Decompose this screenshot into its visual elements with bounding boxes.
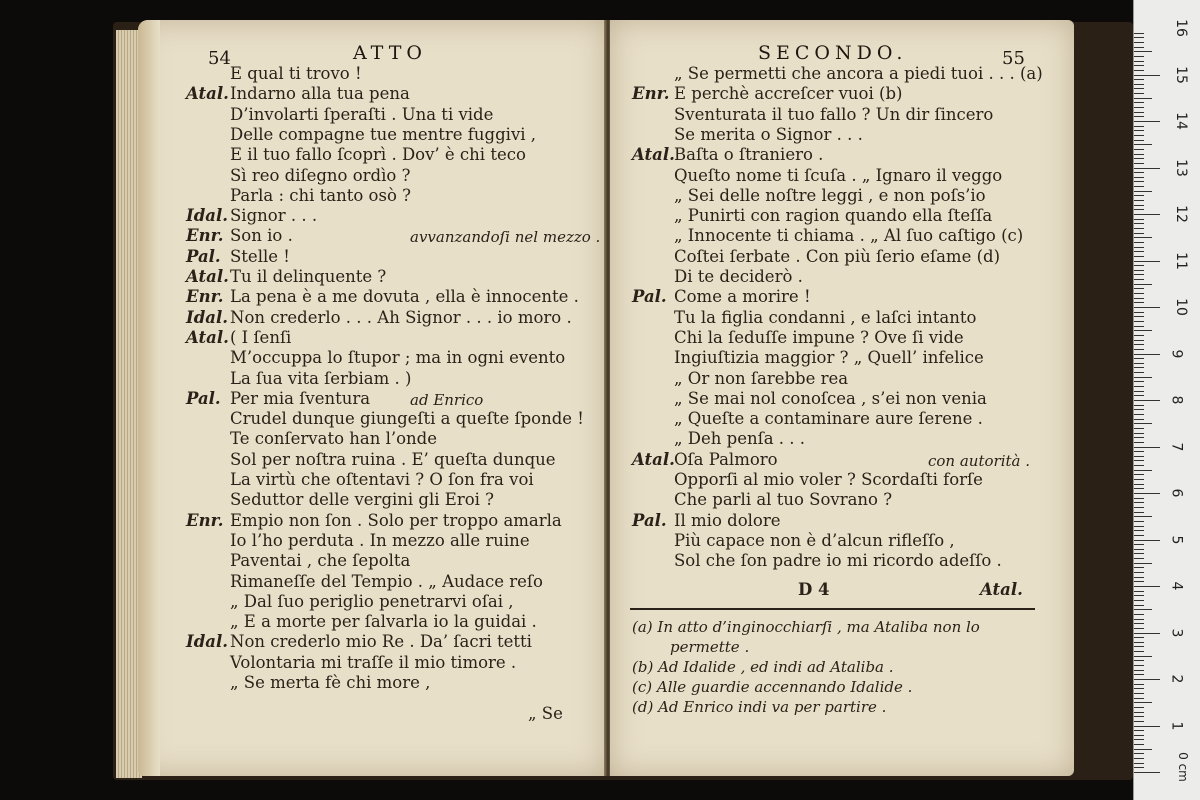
ruler-tick bbox=[1134, 614, 1144, 615]
left-verse-line: Sol per noſtra ruina . E’ queſta dunque bbox=[230, 449, 556, 469]
left-verse-line: Empio non ſon . Solo per troppo amarla bbox=[230, 510, 562, 530]
ruler-tick bbox=[1134, 223, 1144, 224]
ruler-tick bbox=[1134, 93, 1144, 94]
left-verse-line: Crudel dunque giungeſti a queſte ſponde ! bbox=[230, 409, 584, 429]
right-verse-line: „ Deh penſa . . . bbox=[674, 429, 806, 449]
ruler-tick bbox=[1134, 181, 1144, 182]
right-verse-line: Chi la ſeduſſe impune ? Ove ſi vide bbox=[674, 327, 964, 347]
ruler-tick bbox=[1134, 684, 1144, 685]
ruler-tick bbox=[1134, 61, 1144, 62]
ruler-tick bbox=[1134, 405, 1144, 406]
ruler-tick bbox=[1134, 321, 1144, 322]
left-stage-direction: ad Enrico bbox=[410, 390, 484, 409]
left-verse-line: „ Dal ſuo periglio penetrarvi oſai , bbox=[230, 591, 514, 611]
right-verse-line: Tu la figlia condanni , e laſci intanto bbox=[674, 307, 977, 327]
ruler-tick bbox=[1134, 670, 1144, 671]
ruler-tick bbox=[1134, 428, 1144, 429]
ruler-tick bbox=[1134, 209, 1144, 210]
ruler-tick bbox=[1134, 144, 1152, 145]
ruler-tick bbox=[1134, 293, 1144, 294]
right-verse-line: Più capace non è d’alcun rifleſſo , bbox=[674, 530, 955, 550]
ruler-tick bbox=[1134, 409, 1144, 410]
ruler-number: 9 bbox=[1168, 349, 1185, 358]
ruler-tick bbox=[1134, 195, 1144, 196]
right-verse-line: „ Queſte a contaminare aure ſerene . bbox=[674, 409, 983, 429]
ruler-tick bbox=[1134, 442, 1144, 443]
right-verse-line: Baſta o ſtraniero . bbox=[674, 145, 824, 165]
ruler-tick bbox=[1134, 521, 1144, 522]
ruler-tick bbox=[1134, 581, 1144, 582]
left-page bbox=[138, 20, 606, 776]
left-verse-line: ( I ſenſi bbox=[230, 327, 292, 347]
ruler-tick bbox=[1134, 284, 1152, 285]
left-verse-line: „ Se merta fè chi more , bbox=[230, 673, 431, 692]
ruler-tick bbox=[1134, 112, 1144, 113]
right-stage-direction: con autorità . bbox=[928, 451, 1030, 470]
ruler-tick bbox=[1134, 707, 1144, 708]
ruler-tick bbox=[1134, 507, 1144, 508]
ruler-tick bbox=[1134, 646, 1144, 647]
ruler-tick bbox=[1134, 121, 1160, 122]
ruler-tick bbox=[1134, 386, 1144, 387]
right-verse-line: Coſtei ſerbate . Con più ſerio eſame (d) bbox=[674, 246, 1001, 266]
ruler-tick bbox=[1134, 107, 1144, 108]
ruler-tick bbox=[1134, 358, 1144, 359]
scale-ruler bbox=[1133, 0, 1200, 800]
footnote: (c) Alle guardie accennando Idalide . bbox=[632, 678, 913, 696]
ruler-tick bbox=[1134, 567, 1144, 568]
ruler-tick bbox=[1134, 98, 1152, 99]
left-verse-line: D’involarti ſperaſti . Una ti vide bbox=[230, 104, 494, 124]
left-speaker: Atal. bbox=[186, 267, 229, 286]
ruler-tick bbox=[1134, 698, 1144, 699]
ruler-tick bbox=[1134, 149, 1144, 150]
left-verse-line: Rimaneſſe del Tempio . „ Audace reſo bbox=[230, 571, 543, 591]
left-speaker: Enr. bbox=[186, 226, 224, 246]
ruler-tick bbox=[1134, 549, 1144, 550]
ruler-tick bbox=[1134, 367, 1144, 368]
ruler-tick bbox=[1134, 51, 1152, 52]
ruler-number: 8 bbox=[1168, 395, 1185, 405]
ruler-tick bbox=[1134, 572, 1144, 573]
ruler-tick bbox=[1134, 433, 1144, 434]
right-verse-line: „ Sei delle noſtre leggi , e non poſs’io bbox=[674, 185, 986, 205]
left-verse-line: „ E a morte per ſalvarla io la guidai . bbox=[230, 612, 537, 632]
ruler-tick bbox=[1134, 558, 1144, 559]
footnote: permette . bbox=[670, 638, 750, 656]
ruler-tick bbox=[1134, 609, 1152, 610]
ruler-number: 13 bbox=[1172, 158, 1189, 177]
ruler-tick bbox=[1134, 763, 1144, 764]
ruler-tick bbox=[1134, 488, 1144, 489]
ruler-tick bbox=[1134, 674, 1144, 675]
footnote: (b) Ad Idalide , ed indi ad Ataliba . bbox=[632, 658, 894, 676]
ruler-tick bbox=[1134, 256, 1144, 257]
ruler-tick bbox=[1134, 37, 1144, 38]
ruler-tick bbox=[1134, 512, 1144, 513]
ruler-tick bbox=[1134, 749, 1152, 750]
right-speaker: Atal. bbox=[632, 449, 675, 469]
left-verse-line: Tu il delinquente ? bbox=[230, 267, 387, 286]
ruler-tick bbox=[1134, 735, 1144, 736]
ruler-tick bbox=[1134, 279, 1144, 280]
ruler-tick bbox=[1134, 702, 1152, 703]
left-speaker: Pal. bbox=[186, 388, 221, 408]
right-speaker: Pal. bbox=[632, 510, 667, 530]
left-verse-line: Son io . bbox=[230, 226, 293, 246]
ruler-tick bbox=[1134, 544, 1144, 545]
ruler-tick bbox=[1134, 516, 1152, 517]
left-speaker: Idal. bbox=[186, 206, 228, 226]
ruler-tick bbox=[1134, 470, 1152, 471]
ruler-tick bbox=[1134, 228, 1144, 229]
left-verse-line: Te conſervato han l’onde bbox=[230, 429, 438, 449]
ruler-tick bbox=[1134, 577, 1144, 578]
ruler-tick bbox=[1134, 200, 1144, 201]
ruler-tick bbox=[1134, 716, 1144, 717]
right-verse-line: „ Punirti con ragion quando ella ſteſſa bbox=[674, 206, 993, 226]
ruler-tick bbox=[1134, 84, 1144, 85]
right-verse-line: Opporſi al mio voler ? Scordaſti forſe bbox=[674, 470, 983, 489]
ruler-tick bbox=[1134, 660, 1144, 661]
left-verse-line: Delle compagne tue mentre fuggivi , bbox=[230, 124, 537, 144]
ruler-tick bbox=[1134, 460, 1144, 461]
ruler-tick bbox=[1134, 33, 1144, 34]
ruler-number: 1 bbox=[1168, 721, 1185, 730]
ruler-tick bbox=[1134, 474, 1144, 475]
ruler-unit: 0 cm bbox=[1175, 752, 1190, 782]
ruler-tick bbox=[1134, 419, 1144, 420]
ruler-tick bbox=[1134, 205, 1144, 206]
ruler-number: 16 bbox=[1172, 19, 1189, 37]
ruler-tick bbox=[1134, 726, 1160, 727]
ruler-tick bbox=[1134, 600, 1144, 601]
ruler-tick bbox=[1134, 261, 1160, 262]
left-verse-line: Non crederlo . . . Ah Signor . . . io moro . bbox=[230, 307, 572, 327]
ruler-tick bbox=[1134, 400, 1160, 401]
right-verse-line: Sventurata il tuo fallo ? Un dir ſincero bbox=[674, 104, 994, 124]
ruler-tick bbox=[1134, 414, 1144, 415]
left-speaker: Pal. bbox=[186, 246, 221, 266]
left-verse-line: La virtù che oſtentavi ? O ſon fra voi bbox=[230, 470, 534, 489]
ruler-number: 2 bbox=[1168, 674, 1185, 684]
ruler-tick bbox=[1134, 753, 1144, 754]
ruler-tick bbox=[1134, 88, 1144, 89]
ruler-tick bbox=[1134, 344, 1144, 345]
ruler-tick bbox=[1134, 642, 1144, 643]
left-verse-line: Paventai , che ſepolta bbox=[230, 551, 411, 571]
right-verse-line: Come a morire ! bbox=[674, 287, 811, 307]
right-verse-line: Queſto nome ti ſcuſa . „ Ignaro il veggo bbox=[674, 165, 1003, 185]
ruler-tick bbox=[1134, 730, 1144, 731]
left-verse-line: La pena è a me dovuta , ella è innocente . bbox=[230, 287, 579, 307]
ruler-tick bbox=[1134, 605, 1144, 606]
ruler-tick bbox=[1134, 591, 1144, 592]
ruler-tick bbox=[1134, 102, 1144, 103]
left-stage-direction: avvanzandoſi nel mezzo . bbox=[410, 228, 601, 247]
ruler-tick bbox=[1134, 274, 1144, 275]
right-verse-line: „ Se permetti che ancora a piedi tuoi . . . (a) bbox=[674, 64, 1043, 83]
ruler-tick bbox=[1134, 126, 1144, 127]
ruler-tick bbox=[1134, 372, 1144, 373]
ruler-tick bbox=[1134, 656, 1152, 657]
ruler-tick bbox=[1134, 219, 1144, 220]
ruler-tick bbox=[1134, 628, 1144, 629]
left-verse-line: Io l’ho perduta . In mezzo alle ruine bbox=[230, 530, 530, 550]
ruler-tick bbox=[1134, 168, 1160, 169]
ruler-tick bbox=[1134, 247, 1144, 248]
ruler-tick bbox=[1134, 335, 1144, 336]
right-verse-line: Ingiuſtizia maggior ? „ Quell’ infelice bbox=[674, 348, 984, 368]
ruler-tick bbox=[1134, 395, 1144, 396]
ruler-tick bbox=[1134, 349, 1144, 350]
page-number-right: 55 bbox=[1002, 48, 1025, 69]
ruler-tick bbox=[1134, 526, 1144, 527]
ruler-tick bbox=[1134, 381, 1144, 382]
ruler-number: 5 bbox=[1168, 535, 1185, 544]
ruler-number: 14 bbox=[1172, 112, 1189, 130]
left-verse-line: Signor . . . bbox=[230, 206, 318, 226]
left-speaker: Atal. bbox=[186, 327, 229, 347]
ruler-tick bbox=[1134, 270, 1144, 271]
ruler-tick bbox=[1134, 540, 1160, 541]
left-verse-line: E il tuo fallo ſcoprì . Dov’ è chi teco bbox=[230, 145, 526, 165]
ruler-tick bbox=[1134, 75, 1160, 76]
left-speaker: Enr. bbox=[186, 287, 224, 307]
ruler-number: 6 bbox=[1168, 488, 1185, 498]
ruler-tick bbox=[1134, 758, 1144, 759]
right-verse-line: Se merita o Signor . . . bbox=[674, 124, 863, 144]
ruler-number: 12 bbox=[1172, 205, 1189, 223]
right-verse-line: „ Innocente ti chiama . „ Al ſuo caſtigo (c) bbox=[674, 226, 1024, 246]
ruler-tick bbox=[1134, 739, 1144, 740]
ruler-tick bbox=[1134, 56, 1144, 57]
ruler-tick bbox=[1134, 767, 1144, 768]
ruler-tick bbox=[1134, 637, 1144, 638]
ruler-tick bbox=[1134, 772, 1160, 773]
ruler-tick bbox=[1134, 391, 1144, 392]
right-page bbox=[610, 20, 1074, 776]
ruler-tick bbox=[1134, 679, 1160, 680]
page-header-left: ATTO bbox=[353, 42, 427, 64]
ruler-tick bbox=[1134, 456, 1144, 457]
ruler-number: 7 bbox=[1168, 442, 1185, 451]
ruler-tick bbox=[1134, 484, 1144, 485]
right-verse-line: Sol che ſon padre io mi ricordo adeſſo . bbox=[674, 551, 1002, 571]
ruler-tick bbox=[1134, 237, 1152, 238]
ruler-tick bbox=[1134, 340, 1144, 341]
ruler-number: 3 bbox=[1168, 628, 1185, 637]
ruler-tick bbox=[1134, 502, 1144, 503]
left-verse-line: Indarno alla tua pena bbox=[230, 84, 410, 104]
ruler-tick bbox=[1134, 214, 1160, 215]
ruler-tick bbox=[1134, 623, 1144, 624]
ruler-tick bbox=[1134, 465, 1144, 466]
ruler-tick bbox=[1134, 744, 1144, 745]
ruler-tick bbox=[1134, 563, 1152, 564]
right-verse-line: E perchè accreſcer vuoi (b) bbox=[674, 84, 903, 104]
ruler-tick bbox=[1134, 312, 1144, 313]
left-verse-line: Seduttor delle vergini gli Eroi ? bbox=[230, 490, 495, 510]
ruler-tick bbox=[1134, 377, 1152, 378]
right-verse-line: „ Se mai nol conoſcea , s’ei non venia bbox=[674, 388, 987, 408]
ruler-tick bbox=[1134, 42, 1144, 43]
ruler-tick bbox=[1134, 712, 1144, 713]
ruler-tick bbox=[1134, 354, 1160, 355]
ruler-tick bbox=[1134, 553, 1144, 554]
ruler-tick bbox=[1134, 177, 1144, 178]
left-verse-line: Sì reo diſegno ordìo ? bbox=[230, 165, 411, 185]
ruler-tick bbox=[1134, 79, 1144, 80]
ruler-tick bbox=[1134, 595, 1144, 596]
right-verse-line: Di te deciderò . bbox=[674, 267, 803, 286]
ruler-tick bbox=[1134, 251, 1144, 252]
left-verse-line: Non crederlo mio Re . Da’ ſacri tetti bbox=[230, 632, 532, 652]
left-speaker: Enr. bbox=[186, 510, 224, 530]
page-header-right: SECONDO. bbox=[758, 42, 908, 64]
ruler-number: 15 bbox=[1172, 65, 1189, 84]
ruler-tick bbox=[1134, 265, 1144, 266]
left-verse-line: Per mia ſventura bbox=[230, 388, 371, 408]
left-verse-line: Parla : chi tanto osò ? bbox=[230, 185, 411, 205]
right-verse-line: Che parli al tuo Sovrano ? bbox=[674, 490, 893, 510]
ruler-number: 4 bbox=[1168, 581, 1185, 591]
ruler-tick bbox=[1134, 130, 1144, 131]
ruler-tick bbox=[1134, 437, 1144, 438]
ruler-tick bbox=[1134, 693, 1144, 694]
ruler-tick bbox=[1134, 479, 1144, 480]
ruler-tick bbox=[1134, 316, 1144, 317]
right-speaker: Enr. bbox=[632, 84, 670, 104]
signature-mark: D 4 bbox=[798, 580, 830, 599]
ruler-tick bbox=[1134, 688, 1144, 689]
ruler-tick bbox=[1134, 447, 1160, 448]
footnote: (a) In atto d’inginocchiarſi , ma Ataliba non lo bbox=[632, 618, 980, 636]
ruler-tick bbox=[1134, 65, 1144, 66]
ruler-number: 11 bbox=[1172, 251, 1189, 270]
ruler-tick bbox=[1134, 586, 1160, 587]
ruler-tick bbox=[1134, 186, 1144, 187]
ruler-tick bbox=[1134, 242, 1144, 243]
right-verse-line: Il mio dolore bbox=[674, 510, 781, 530]
left-verse-line: M’occuppa lo ſtupor ; ma in ogni evento bbox=[230, 348, 566, 368]
ruler-tick bbox=[1134, 633, 1160, 634]
ruler-tick bbox=[1134, 423, 1152, 424]
left-verse-line: E qual ti trovo ! bbox=[230, 64, 362, 83]
catchword-left: „ Se bbox=[528, 704, 563, 723]
ruler-tick bbox=[1134, 298, 1144, 299]
right-verse-line: Oſa Palmoro bbox=[674, 449, 778, 469]
catchword-right: Atal. bbox=[980, 580, 1023, 599]
footnote-rule bbox=[630, 608, 1035, 610]
ruler-tick bbox=[1134, 116, 1144, 117]
left-speaker: Atal. bbox=[186, 84, 229, 104]
ruler-tick bbox=[1134, 451, 1144, 452]
left-verse-line: Stelle ! bbox=[230, 246, 290, 266]
ruler-tick bbox=[1134, 307, 1160, 308]
ruler-tick bbox=[1134, 665, 1144, 666]
ruler-tick bbox=[1134, 135, 1144, 136]
ruler-tick bbox=[1134, 493, 1160, 494]
ruler-tick bbox=[1134, 233, 1144, 234]
left-speaker: Idal. bbox=[186, 307, 228, 327]
ruler-number: 10 bbox=[1172, 298, 1189, 316]
ruler-tick bbox=[1134, 172, 1144, 173]
ruler-tick bbox=[1134, 363, 1144, 364]
ruler-tick bbox=[1134, 70, 1144, 71]
footnote: (d) Ad Enrico indi va per partire . bbox=[632, 698, 887, 716]
ruler-tick bbox=[1134, 498, 1144, 499]
ruler-tick bbox=[1134, 330, 1152, 331]
left-verse-line: La ſua vita ſerbiam . ) bbox=[230, 368, 412, 388]
ruler-tick bbox=[1134, 651, 1144, 652]
ruler-tick bbox=[1134, 191, 1152, 192]
ruler-tick bbox=[1134, 302, 1144, 303]
ruler-tick bbox=[1134, 721, 1144, 722]
ruler-tick bbox=[1134, 326, 1144, 327]
ruler-tick bbox=[1134, 530, 1144, 531]
page-number-left: 54 bbox=[208, 48, 231, 69]
right-verse-line: „ Or non ſarebbe rea bbox=[674, 368, 849, 388]
ruler-tick bbox=[1134, 158, 1144, 159]
ruler-tick bbox=[1134, 619, 1144, 620]
right-speaker: Atal. bbox=[632, 145, 675, 165]
ruler-tick bbox=[1134, 140, 1144, 141]
ruler-tick bbox=[1134, 163, 1144, 164]
right-speaker: Pal. bbox=[632, 287, 667, 307]
left-verse-line: Volontaria mi traſſe il mio timore . bbox=[230, 652, 517, 672]
ruler-tick bbox=[1134, 47, 1144, 48]
ruler-tick bbox=[1134, 288, 1144, 289]
left-speaker: Idal. bbox=[186, 632, 228, 652]
ruler-tick bbox=[1134, 535, 1144, 536]
ruler-tick bbox=[1134, 154, 1144, 155]
